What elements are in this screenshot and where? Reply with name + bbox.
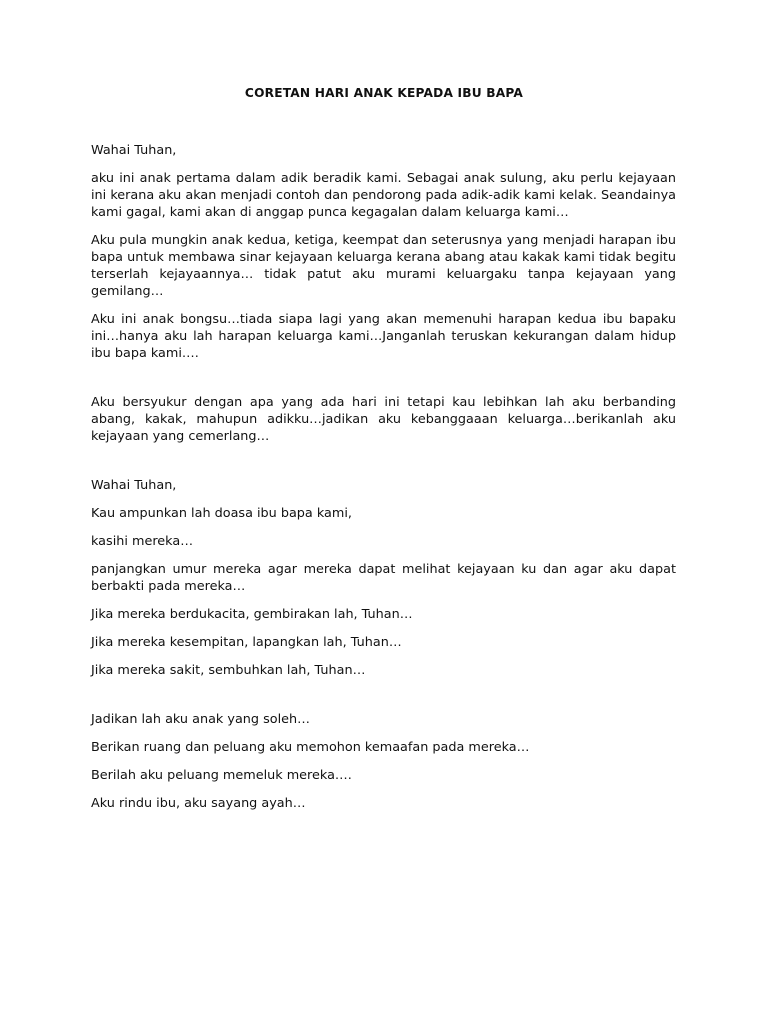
- prayer-line: Kau ampunkan lah doasa ibu bapa kami,: [91, 506, 352, 521]
- closing-line: Berilah aku peluang memeluk mereka….: [91, 768, 352, 783]
- paragraph-first-child: aku ini anak pertama dalam adik beradik kami. Sebagai anak sulung, aku perlu kejayaan ini kerana aku akan menjadi contoh dan pendorong pada adik-adik kami kelak. Seandainya kami gagal, kami akan di anggap punca kegagalan dalam keluarga kami…: [91, 171, 676, 220]
- prayer-line: Jika mereka sakit, sembuhkan lah, Tuhan…: [91, 663, 366, 678]
- closing-line: Jadikan lah aku anak yang soleh…: [91, 712, 310, 727]
- document-title: CORETAN HARI ANAK KEPADA IBU BAPA: [244, 86, 524, 100]
- paragraph-greeting-2: Wahai Tuhan,: [91, 478, 177, 493]
- prayer-line: Jika mereka berdukacita, gembirakan lah, Tuhan…: [91, 607, 413, 622]
- closing-line: Berikan ruang dan peluang aku memohon kemaafan pada mereka…: [91, 740, 530, 755]
- closing-line: Aku rindu ibu, aku sayang ayah…: [91, 796, 306, 811]
- prayer-line: panjangkan umur mereka agar mereka dapat melihat kejayaan ku dan agar aku dapat berbakti pada mereka…: [91, 562, 676, 594]
- spacer: [91, 456, 676, 477]
- prayer-line: kasihi mereka…: [91, 534, 193, 549]
- document-body: [91, 142, 676, 823]
- spacer: [91, 373, 676, 394]
- paragraph-youngest-child: Aku ini anak bongsu…tiada siapa lagi yang akan memenuhi harapan kedua ibu bapaku ini…hanya aku lah harapan keluarga kami…Janganlah teruskan kekurangan dalam hidup ibu bapa kami….: [91, 312, 676, 361]
- prayer-line: Jika mereka kesempitan, lapangkan lah, Tuhan…: [91, 635, 402, 650]
- paragraph-greeting: Wahai Tuhan,: [91, 143, 177, 158]
- paragraph-middle-child: Aku pula mungkin anak kedua, ketiga, keempat dan seterusnya yang menjadi harapan ibu bapa untuk membawa sinar kejayaan keluarga kerana abang atau kakak kami tidak begitu terserlah kejayaannya… tidak patut aku murami keluargaku tanpa kejayaan yang gemilang…: [91, 233, 676, 299]
- paragraph-gratitude: Aku bersyukur dengan apa yang ada hari ini tetapi kau lebihkan lah aku berbanding abang, kakak, mahupun adikku…jadikan aku kebanggaaan keluarga…berikanlah aku kejayaan yang cemerlang…: [91, 395, 676, 444]
- spacer: [91, 690, 676, 711]
